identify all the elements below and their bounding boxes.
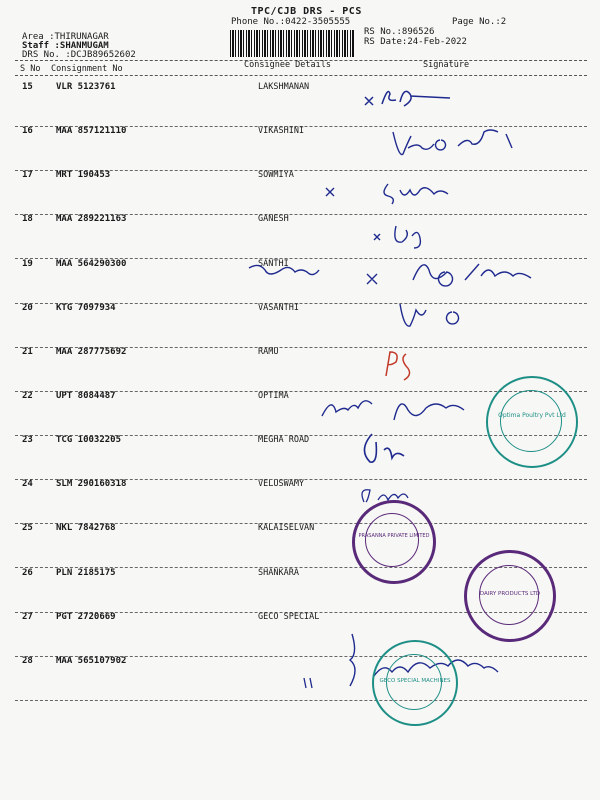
col-header-consignment: Consignment No <box>51 64 123 74</box>
row-consignment-no: NKL 7842768 <box>56 523 116 533</box>
row-sno: 19 <box>22 259 33 269</box>
row-sno: 24 <box>22 479 33 489</box>
signature-row-16 <box>388 122 528 162</box>
signature-row-22 <box>318 390 478 430</box>
dairy-products-stamp: DAIRY PRODUCTS LTD <box>464 550 556 642</box>
row-consignee: KALAISELVAN <box>258 523 315 533</box>
signature-row-19 <box>245 258 585 294</box>
row-sno: 27 <box>22 612 33 622</box>
row-consignee: SOWMIYA <box>258 170 294 180</box>
row-consignee: SANTHI <box>258 259 289 269</box>
row-consignee: RAMU <box>258 347 279 357</box>
row-consignee: SHANKARA <box>258 568 299 578</box>
row-consignment-no: UPT 8084487 <box>56 391 116 401</box>
row-consignee: MEGHA ROAD <box>258 435 310 445</box>
col-header-signature: Signature <box>423 60 470 70</box>
row-sno: 16 <box>22 126 33 136</box>
phone-number: Phone No.:0422-3505555 <box>231 17 351 27</box>
row-sno: 26 <box>22 568 33 578</box>
signature-mark <box>300 676 320 692</box>
barcode <box>230 30 354 57</box>
drs-number: DRS No. :DCJB89652602 <box>22 50 136 60</box>
row-consignment-no: KTG 7097934 <box>56 303 116 313</box>
row-sno: 22 <box>22 391 33 401</box>
row-consignee: GANESH <box>258 214 289 224</box>
document-title: TPC/CJB DRS - PCS <box>251 6 362 17</box>
signature-row-15 <box>360 82 480 112</box>
row-consignment-no: MAA 287775692 <box>56 347 127 357</box>
row-sno: 28 <box>22 656 33 666</box>
col-header-sno: S No <box>20 64 41 74</box>
row-sno: 21 <box>22 347 33 357</box>
row-consignment-no: SLM 290160318 <box>56 479 127 489</box>
row-consignment-no: MRT 190453 <box>56 170 111 180</box>
col-header-consignee: Consignee Details <box>244 60 331 70</box>
row-consignee: LAKSHMANAN <box>258 82 310 92</box>
table-row <box>0 303 600 350</box>
prasanna-private-limited-stamp: PRASANNA PRIVATE LIMITED <box>352 500 436 584</box>
row-consignee: OPTIMA <box>258 391 289 401</box>
optima-poultry-stamp: Optima Poultry Pvt Ltd <box>486 376 578 468</box>
table-row <box>0 170 600 217</box>
row-sno: 20 <box>22 303 33 313</box>
row-consignment-no: PLN 2185175 <box>56 568 116 578</box>
row-consignment-no: PGT 2720669 <box>56 612 116 622</box>
signature-row-20 <box>396 298 476 334</box>
area-field: Area :THIRUNAGAR <box>22 32 109 42</box>
column-divider <box>15 75 587 76</box>
row-consignment-no: MAA 565107902 <box>56 656 127 666</box>
row-consignment-no: MAA 289221163 <box>56 214 127 224</box>
row-consignment-no: TCG 10032205 <box>56 435 122 445</box>
signature-row-17 <box>318 178 458 208</box>
staff-field: Staff :SHANMUGAM <box>22 41 109 51</box>
row-consignment-no: MAA 564290300 <box>56 259 127 269</box>
rs-number: RS No.:896526 <box>364 27 435 37</box>
geco-special-machines-stamp: GECO SPECIAL MACHINES <box>372 640 458 726</box>
row-consignee: VELUSWAMY <box>258 479 305 489</box>
page-number: Page No.:2 <box>452 17 507 27</box>
row-sno: 25 <box>22 523 33 533</box>
signature-row-18 <box>368 220 448 250</box>
row-sno: 23 <box>22 435 33 445</box>
row-sno: 18 <box>22 214 33 224</box>
table-row <box>0 214 600 261</box>
row-consignment-no: VLR 5123761 <box>56 82 116 92</box>
row-consignee: VIKASHINI <box>258 126 305 136</box>
row-consignee: GECO SPECIAL <box>258 612 320 622</box>
row-consignment-no: MAA 857121110 <box>56 126 127 136</box>
table-row <box>0 479 600 526</box>
rs-date: RS Date:24-Feb-2022 <box>364 37 467 47</box>
signature-row-21 <box>382 346 432 380</box>
row-sno: 15 <box>22 82 33 92</box>
signature-row-23 <box>360 428 420 468</box>
row-consignee: VASANTHI <box>258 303 299 313</box>
row-sno: 17 <box>22 170 33 180</box>
row-divider <box>15 700 587 701</box>
